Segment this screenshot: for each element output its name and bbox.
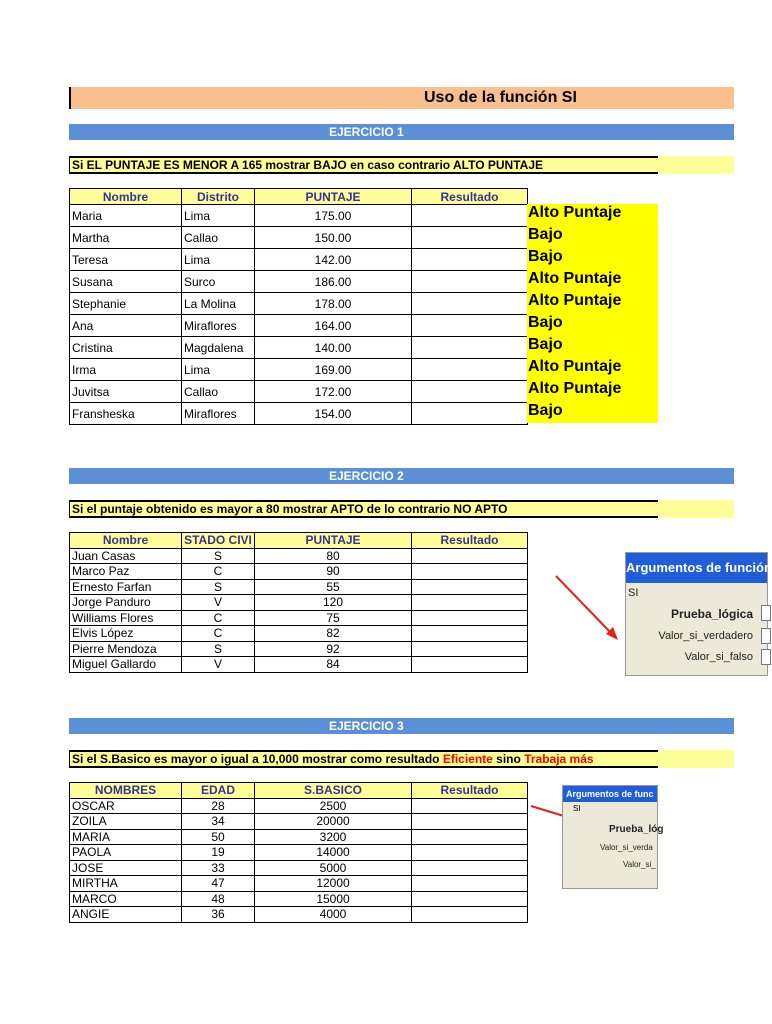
cell-nombre: Irma xyxy=(70,359,182,381)
cell-estado-civil: V xyxy=(182,657,255,673)
cell-resultado xyxy=(412,403,528,425)
table-row xyxy=(70,271,528,293)
table-row xyxy=(70,337,528,359)
dialog-label-prueba-logica: Prueba_lógica xyxy=(670,607,753,621)
cell-puntaje: 55 xyxy=(255,579,412,595)
table-row xyxy=(70,564,528,580)
cell-resultado xyxy=(412,249,528,271)
cell-nombre: Teresa xyxy=(70,249,182,271)
table-row xyxy=(70,315,528,337)
result-value: Bajo xyxy=(528,226,563,243)
arrow-icon xyxy=(550,570,625,645)
cell-resultado xyxy=(412,876,528,892)
cell-edad: 48 xyxy=(182,891,255,907)
cell-distrito: Lima xyxy=(182,249,255,271)
cell-resultado xyxy=(412,907,528,923)
cell-nombres: ZOILA xyxy=(70,814,182,830)
function-args-dialog xyxy=(625,552,772,676)
cell-puntaje: 164.00 xyxy=(255,315,412,337)
cell-nombre: Ernesto Farfan xyxy=(70,579,182,595)
col-header-estado-civil: STADO CIVI xyxy=(182,533,255,549)
cell-sbasico: 12000 xyxy=(255,876,412,892)
cell-nombres: MIRTHA xyxy=(70,876,182,892)
cell-resultado xyxy=(412,271,528,293)
cell-nombres: PAOLA xyxy=(70,845,182,861)
cell-distrito: Lima xyxy=(182,205,255,227)
result-value: Bajo xyxy=(528,248,563,265)
cell-resultado xyxy=(412,293,528,315)
cell-sbasico: 14000 xyxy=(255,845,412,861)
table-row xyxy=(70,845,528,861)
cell-nombre: Williams Flores xyxy=(70,610,182,626)
cell-distrito: Callao xyxy=(182,227,255,249)
cell-puntaje: 142.00 xyxy=(255,249,412,271)
ejercicio1-condition-bar xyxy=(69,156,734,174)
cell-resultado xyxy=(412,227,528,249)
ejercicio3-table xyxy=(69,782,528,923)
cell-resultado xyxy=(412,595,528,611)
table-row xyxy=(70,579,528,595)
col-header-resultado: Resultado xyxy=(412,189,528,205)
title-bar xyxy=(69,87,734,109)
result-value: Alto Puntaje xyxy=(528,358,622,375)
cell-edad: 19 xyxy=(182,845,255,861)
cell-nombres: MARCO xyxy=(70,891,182,907)
cell-distrito: Miraflores xyxy=(182,315,255,337)
table-row xyxy=(70,205,528,227)
cell-sbasico: 2500 xyxy=(255,798,412,814)
table-row xyxy=(70,381,528,403)
dialog-title: Argumentos de func xyxy=(563,786,657,802)
condition-prefix: Si el S.Basico es mayor o igual a 10,000 mostrar como resultado xyxy=(72,752,443,766)
col-header-distrito: Distrito xyxy=(182,189,255,205)
cell-estado-civil: S xyxy=(182,579,255,595)
cell-nombre: Juvitsa xyxy=(70,381,182,403)
cell-resultado xyxy=(412,579,528,595)
cell-sbasico: 20000 xyxy=(255,814,412,830)
col-header-edad: EDAD xyxy=(182,783,255,799)
cell-estado-civil: S xyxy=(182,641,255,657)
cell-puntaje: 84 xyxy=(255,657,412,673)
cell-puntaje: 120 xyxy=(255,595,412,611)
table-row xyxy=(70,293,528,315)
cell-nombre: Cristina xyxy=(70,337,182,359)
result-value: Alto Puntaje xyxy=(528,204,622,221)
cell-sbasico: 3200 xyxy=(255,829,412,845)
cell-puntaje: 140.00 xyxy=(255,337,412,359)
ejercicio3-condition-bar xyxy=(69,750,734,768)
dialog-function-name: SI xyxy=(628,587,639,599)
dialog-input-valor-si-verdadero[interactable] xyxy=(761,628,771,644)
cell-resultado xyxy=(412,337,528,359)
cell-edad: 50 xyxy=(182,829,255,845)
cell-estado-civil: S xyxy=(182,548,255,564)
ejercicio3-condition xyxy=(69,750,658,768)
ejercicio2-condition: Si el puntaje obtenido es mayor a 80 mostrar APTO de lo contrario NO APTO xyxy=(69,500,658,518)
cell-distrito: Surco xyxy=(182,271,255,293)
cell-resultado xyxy=(412,359,528,381)
cell-resultado xyxy=(412,564,528,580)
cell-estado-civil: C xyxy=(182,626,255,642)
cell-edad: 28 xyxy=(182,798,255,814)
table-row xyxy=(70,641,528,657)
col-header-resultado: Resultado xyxy=(412,533,528,549)
dialog-function-name: SI xyxy=(573,804,581,813)
cell-puntaje: 90 xyxy=(255,564,412,580)
result-value: Alto Puntaje xyxy=(528,292,622,309)
table-row xyxy=(70,891,528,907)
table-header-row xyxy=(70,189,528,205)
cell-puntaje: 92 xyxy=(255,641,412,657)
cell-puntaje: 82 xyxy=(255,626,412,642)
cell-nombres: MARIA xyxy=(70,829,182,845)
dialog-label-valor-si-verdadero: Valor_si_verda xyxy=(600,843,653,852)
cell-nombres: ANGIE xyxy=(70,907,182,923)
page-title: Uso de la función SI xyxy=(424,89,577,106)
table-row xyxy=(70,829,528,845)
table-row xyxy=(70,860,528,876)
cell-resultado xyxy=(412,315,528,337)
col-header-nombre: Nombre xyxy=(70,533,182,549)
table-row xyxy=(70,814,528,830)
cell-resultado xyxy=(412,657,528,673)
result-value: Bajo xyxy=(528,336,563,353)
cell-nombre: Miguel Gallardo xyxy=(70,657,182,673)
table-row xyxy=(70,548,528,564)
cell-distrito: Miraflores xyxy=(182,403,255,425)
table-row xyxy=(70,403,528,425)
table-row xyxy=(70,359,528,381)
table-row xyxy=(70,626,528,642)
cell-puntaje: 154.00 xyxy=(255,403,412,425)
cell-nombres: JOSE xyxy=(70,860,182,876)
cell-nombre: Martha xyxy=(70,227,182,249)
cell-estado-civil: C xyxy=(182,564,255,580)
cell-estado-civil: C xyxy=(182,610,255,626)
table-row xyxy=(70,657,528,673)
cell-distrito: La Molina xyxy=(182,293,255,315)
col-header-sbasico: S.BASICO xyxy=(255,783,412,799)
cell-resultado xyxy=(412,548,528,564)
dialog-label-prueba-logica: Prueba_lóg xyxy=(609,824,664,835)
cell-puntaje: 172.00 xyxy=(255,381,412,403)
table-row xyxy=(70,907,528,923)
result-value: Alto Puntaje xyxy=(528,270,622,287)
table-row xyxy=(70,876,528,892)
dialog-input-valor-si-falso[interactable] xyxy=(761,649,771,665)
cell-resultado xyxy=(412,829,528,845)
col-header-resultado: Resultado xyxy=(412,783,528,799)
ejercicio1-condition: Si EL PUNTAJE ES MENOR A 165 mostrar BAJO en caso contrario ALTO PUNTAJE xyxy=(69,156,658,174)
cell-resultado xyxy=(412,641,528,657)
cell-nombre: Susana xyxy=(70,271,182,293)
dialog-label-valor-si-verdadero: Valor_si_verdadero xyxy=(658,630,753,642)
result-value: Bajo xyxy=(528,402,563,419)
table-row xyxy=(70,595,528,611)
cell-nombre: Pierre Mendoza xyxy=(70,641,182,657)
ejercicio2-condition-bar xyxy=(69,500,734,518)
cell-sbasico: 4000 xyxy=(255,907,412,923)
cell-resultado xyxy=(412,845,528,861)
condition-false-value: Trabaja más xyxy=(524,752,594,766)
table-row xyxy=(70,610,528,626)
cell-puntaje: 150.00 xyxy=(255,227,412,249)
table-header-row xyxy=(70,533,528,549)
ejercicio1-results-column xyxy=(527,204,658,423)
col-header-puntaje: PUNTAJE xyxy=(255,533,412,549)
dialog-input-prueba-logica[interactable] xyxy=(761,605,771,621)
cell-edad: 36 xyxy=(182,907,255,923)
cell-resultado xyxy=(412,610,528,626)
cell-distrito: Magdalena xyxy=(182,337,255,359)
cell-puntaje: 80 xyxy=(255,548,412,564)
cell-edad: 34 xyxy=(182,814,255,830)
col-header-nombre: Nombre xyxy=(70,189,182,205)
ejercicio1-header: EJERCICIO 1 xyxy=(69,124,734,140)
cell-nombre: Marco Paz xyxy=(70,564,182,580)
ejercicio2-table xyxy=(69,532,528,673)
ejercicio2-header: EJERCICIO 2 xyxy=(69,468,734,484)
cell-resultado xyxy=(412,626,528,642)
cell-resultado xyxy=(412,891,528,907)
cell-nombre: Maria xyxy=(70,205,182,227)
cell-nombres: OSCAR xyxy=(70,798,182,814)
table-header-row xyxy=(70,783,528,799)
cell-distrito: Lima xyxy=(182,359,255,381)
ejercicio3-header: EJERCICIO 3 xyxy=(69,718,734,734)
result-value: Bajo xyxy=(528,314,563,331)
cell-edad: 33 xyxy=(182,860,255,876)
table-row xyxy=(70,249,528,271)
col-header-nombres: NOMBRES xyxy=(70,783,182,799)
cell-edad: 47 xyxy=(182,876,255,892)
cell-sbasico: 15000 xyxy=(255,891,412,907)
cell-nombre: Jorge Panduro xyxy=(70,595,182,611)
cell-nombre: Juan Casas xyxy=(70,548,182,564)
cell-resultado xyxy=(412,381,528,403)
cell-resultado xyxy=(412,814,528,830)
cell-puntaje: 178.00 xyxy=(255,293,412,315)
result-value: Alto Puntaje xyxy=(528,380,622,397)
cell-nombre: Elvis López xyxy=(70,626,182,642)
table-row xyxy=(70,227,528,249)
cell-nombre: Stephanie xyxy=(70,293,182,315)
cell-resultado xyxy=(412,798,528,814)
cell-resultado xyxy=(412,205,528,227)
condition-mid: sino xyxy=(492,752,525,766)
cell-nombre: Fransheska xyxy=(70,403,182,425)
dialog-label-valor-si-falso: Valor_si_ xyxy=(623,860,656,869)
cell-puntaje: 169.00 xyxy=(255,359,412,381)
condition-true-value: Eficiente xyxy=(442,752,493,766)
function-args-dialog-small xyxy=(562,785,664,889)
cell-puntaje: 186.00 xyxy=(255,271,412,293)
cell-puntaje: 75 xyxy=(255,610,412,626)
cell-estado-civil: V xyxy=(182,595,255,611)
cell-distrito: Callao xyxy=(182,381,255,403)
table-row xyxy=(70,798,528,814)
cell-nombre: Ana xyxy=(70,315,182,337)
cell-puntaje: 175.00 xyxy=(255,205,412,227)
dialog-title: Argumentos de función xyxy=(626,553,767,583)
ejercicio1-table xyxy=(69,188,528,425)
col-header-puntaje: PUNTAJE xyxy=(255,189,412,205)
cell-sbasico: 5000 xyxy=(255,860,412,876)
cell-resultado xyxy=(412,860,528,876)
dialog-label-valor-si-falso: Valor_si_falso xyxy=(684,651,753,663)
